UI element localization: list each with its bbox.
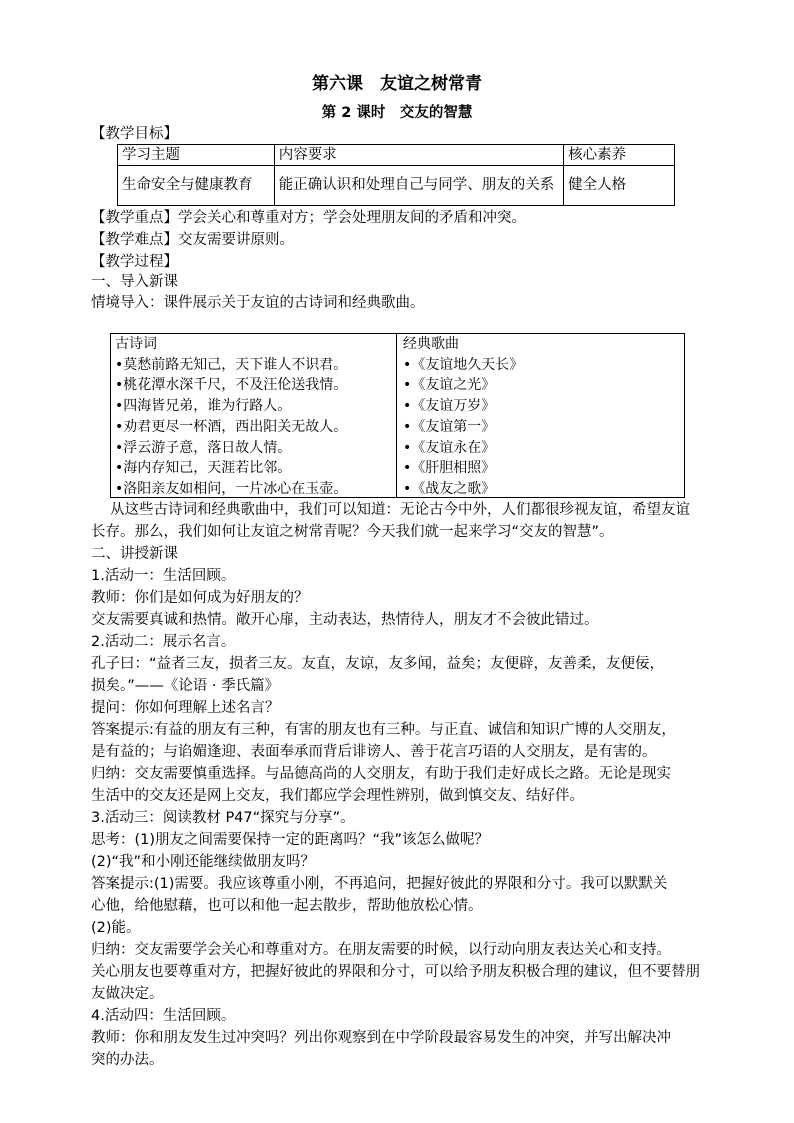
table-cell: 能正确认识和处理自己与同学、朋友的关系 xyxy=(274,166,563,206)
body-text-line: 从这些古诗词和经典歌曲中，我们可以知道：无论古今中外，人们都很珍视友谊，希望友谊 xyxy=(110,502,690,518)
body-text-line: 3.活动三：阅读教材 P47“探究与分享”。 xyxy=(91,810,355,826)
body-text-line: 心他，给他慰藉，也可以和他一起去散步，帮助他放松心情。 xyxy=(91,898,483,914)
song-line: •《肝胆相照》 xyxy=(403,460,496,477)
song-line: •《战友之歌》 xyxy=(403,480,496,497)
body-text-line: 突的办法。 xyxy=(91,1052,164,1068)
body-text-line: 友做决定。 xyxy=(91,986,164,1002)
body-text-line: 关心朋友也要尊重对方，把握好彼此的界限和分寸，可以给予朋友积极合理的建议，但不要替朋 xyxy=(91,964,700,980)
song-line: •《友谊之光》 xyxy=(403,377,496,394)
body-text-line: 教师：你和朋友发生过冲突吗？列出你观察到在中学阶段最容易发生的冲突，并写出解决冲 xyxy=(91,1030,671,1046)
poems-column xyxy=(115,334,347,500)
body-text-line: 归纳：交友需要学会关心和尊重对方。在朋友需要的时候，以行动向朋友表达关心和支持。 xyxy=(91,942,671,958)
body-text-line: 答案提示:(1)需要。我应该尊重小刚，不再追问，把握好彼此的界限和分寸。我可以默默关 xyxy=(91,876,668,892)
songs-column xyxy=(403,334,523,500)
section-heading: 一、导入新课 xyxy=(91,274,178,290)
song-line: •《友谊第一》 xyxy=(403,418,496,435)
body-text-line: 孔子曰：“益者三友，损者三友。友直，友谅，友多闻，益矣；友便辟，友善柔，友便佞， xyxy=(91,656,665,672)
body-text-line: 答案提示:有益的朋友有三种，有害的朋友也有三种。与正直、诚信和知识广博的人交朋友， xyxy=(91,722,676,738)
table-header-cell: 核心素养 xyxy=(564,145,675,166)
body-text-line: 提问：你如何理解上述名言？ xyxy=(91,700,280,716)
body-text-line: 归纳：交友需要慎重选择。与品德高尚的人交朋友，有助于我们走好成长之路。无论是现实 xyxy=(91,766,671,782)
poems-header: 古诗词 xyxy=(115,336,157,352)
table-header-cell: 内容要求 xyxy=(274,145,563,166)
body-text-line: 生活中的交友还是网上交友，我们都应学会理性辨别，做到慎交友、结好伴。 xyxy=(91,788,584,804)
body-text-line: 是有益的；与谄媚逢迎、表面奉承而背后诽谤人、善于花言巧语的人交朋友，是有害的。 xyxy=(91,744,657,760)
page-title: 第六课 友谊之树常青 xyxy=(312,74,482,94)
poems-songs-table xyxy=(110,333,685,498)
difficult-points: 【教学难点】交友需要讲原则。 xyxy=(91,232,294,248)
poem-line: •浮云游子意，落日故人情。 xyxy=(115,439,292,456)
body-text-line: 教师：你们是如何成为好朋友的？ xyxy=(91,590,309,606)
poem-line: •四海皆兄弟，谁为行路人。 xyxy=(115,398,292,415)
objectives-table xyxy=(117,144,675,206)
table-header-cell: 学习主题 xyxy=(118,145,275,166)
song-line: •《友谊地久天长》 xyxy=(403,356,524,373)
body-text-line: 交友需要真诚和热情。敞开心扉，主动表达，热情待人，朋友才不会彼此错过。 xyxy=(91,612,599,628)
body-text-line: 思考：(1)朋友之间需要保持一定的距离吗？“我”该怎么做呢？ xyxy=(91,832,490,848)
body-text-line: (2)“我”和小刚还能继续做朋友吗？ xyxy=(91,854,316,870)
body-text-line: 1.活动一：生活回顾。 xyxy=(91,568,236,584)
page-subtitle: 第 2 课时 交友的智慧 xyxy=(321,105,473,121)
song-line: •《友谊永在》 xyxy=(403,439,496,456)
body-text-line: 2.活动二：展示名言。 xyxy=(91,634,236,650)
poem-line: •劝君更尽一杯酒，西出阳关无故人。 xyxy=(115,418,348,435)
key-points: 【教学重点】学会关心和尊重对方；学会处理朋友间的矛盾和冲突。 xyxy=(91,210,526,226)
poem-line: •莫愁前路无知己，天下谁人不识君。 xyxy=(115,356,348,373)
poem-line: •海内存知己，天涯若比邻。 xyxy=(115,460,292,477)
process-heading: 【教学过程】 xyxy=(91,254,178,270)
body-text-line: 二、讲授新课 xyxy=(91,546,178,562)
table-cell: 生命安全与健康教育 xyxy=(118,166,275,206)
poem-line: •洛阳亲友如相问，一片冰心在玉壶。 xyxy=(115,480,348,497)
songs-header: 经典歌曲 xyxy=(403,336,459,352)
body-text-line: 4.活动四：生活回顾。 xyxy=(91,1008,236,1024)
body-text-line: (2)能。 xyxy=(91,920,141,936)
table-divider xyxy=(396,334,397,497)
body-text-line: 损矣。”——《论语 · 季氏篇》 xyxy=(91,678,280,694)
song-line: •《友谊万岁》 xyxy=(403,398,496,415)
poem-line: •桃花潭水深千尺，不及汪伦送我情。 xyxy=(115,377,348,394)
objectives-heading: 【教学目标】 xyxy=(91,126,178,142)
table-cell: 健全人格 xyxy=(564,166,675,206)
intro-paragraph: 情境导入：课件展示关于友谊的古诗词和经典歌曲。 xyxy=(91,295,425,311)
body-text-line: 长存。那么，我们如何让友谊之树常青呢？今天我们就一起来学习“交友的智慧”。 xyxy=(91,524,614,540)
